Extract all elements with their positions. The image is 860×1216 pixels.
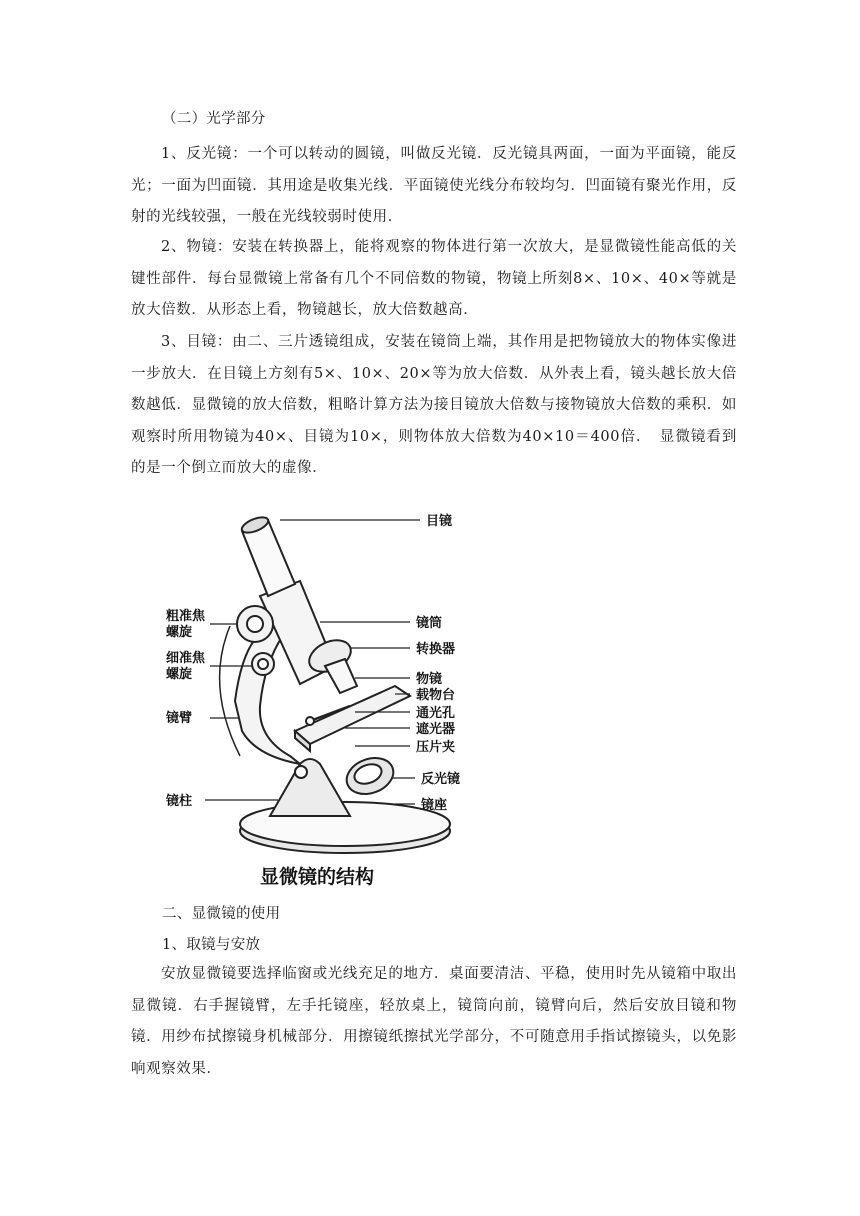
- section-title-usage: 二、显微镜的使用: [162, 906, 281, 922]
- label-coarse-focus-1: 粗准焦: [166, 609, 206, 624]
- figure-caption: 显微镜的结构: [260, 866, 375, 888]
- label-eyepiece: 目镜: [426, 514, 453, 529]
- paragraph-eyepiece: 3、目镜：由二、三片透镜组成，安装在镜筒上端，其作用是把物镜放大的物体实像进一步放大．在目镜上方刻有5×、10×、20×等为放大倍数．从外表上看，镜头越长放大倍数越低．显微镜的放大倍数，粗略计算方法为接目镜放大倍数与接物镜放大倍数的乘积．如观察时所用物镜为40×、目镜为10×，则物体放大倍数为40×10＝400倍． 显微镜看到的是一个倒立而放大的虚像．: [131, 334, 737, 476]
- label-nosepiece: 转换器: [416, 642, 456, 657]
- label-aperture: 通光孔: [416, 706, 456, 721]
- microscope-pillar: [270, 759, 350, 816]
- label-tube: 镜筒: [416, 616, 443, 631]
- section-heading-optics: （二）光学部分: [162, 111, 266, 127]
- microscope-diagram: [160, 506, 490, 896]
- paragraph-objective: 2、物镜：安装在转换器上，能将观察的物体进行第一次放大，是显微镜性能高低的关键性部件．每台显微镜上常备有几个不同倍数的物镜，物镜上所刻8×、10×、40×等就是放大倍数．从形态上看，物镜越长，放大倍数越高．: [131, 239, 737, 318]
- microscope-stage: [295, 686, 410, 744]
- label-mirror: 反光镜: [421, 772, 461, 787]
- label-objective: 物镜: [416, 672, 443, 687]
- label-clip: 压片夹: [416, 740, 456, 755]
- paragraph-mirror: 1、反光镜：一个可以转动的圆镜，叫做反光镜．反光镜具两面，一面为平面镜，能反光；一面为凹面镜．其用途是收集光线．平面镜使光线分布较均匀．凹面镜有聚光作用，反射的光线较强，一般在光线较弱时使用．: [131, 146, 737, 225]
- label-arm: 镜臂: [166, 711, 193, 726]
- label-base: 镜座: [421, 798, 448, 813]
- label-diaphragm: 遮光器: [416, 722, 456, 737]
- microscope-objective: [325, 659, 357, 693]
- label-stage: 载物台: [416, 688, 456, 703]
- label-pillar: 镜柱: [166, 794, 193, 809]
- label-fine-focus-2: 螺旋: [166, 667, 193, 682]
- paragraph-placement: 安放显微镜要选择临窗或光线充足的地方．桌面要清洁、平稳，使用时先从镜箱中取出显微镜．右手握镜臂，左手托镜座，轻放桌上，镜筒向前，镜臂向后，然后安放目镜和物镜．用纱布拭擦镜身机械部分．用擦镜纸擦拭光学部分，不可随意用手指试擦镜头，以免影响观察效果．: [131, 966, 737, 1077]
- label-coarse-focus-2: 螺旋: [166, 625, 193, 640]
- label-fine-focus-1: 细准焦: [166, 651, 206, 666]
- subsection-title-placement: 1、取镜与安放: [162, 937, 261, 953]
